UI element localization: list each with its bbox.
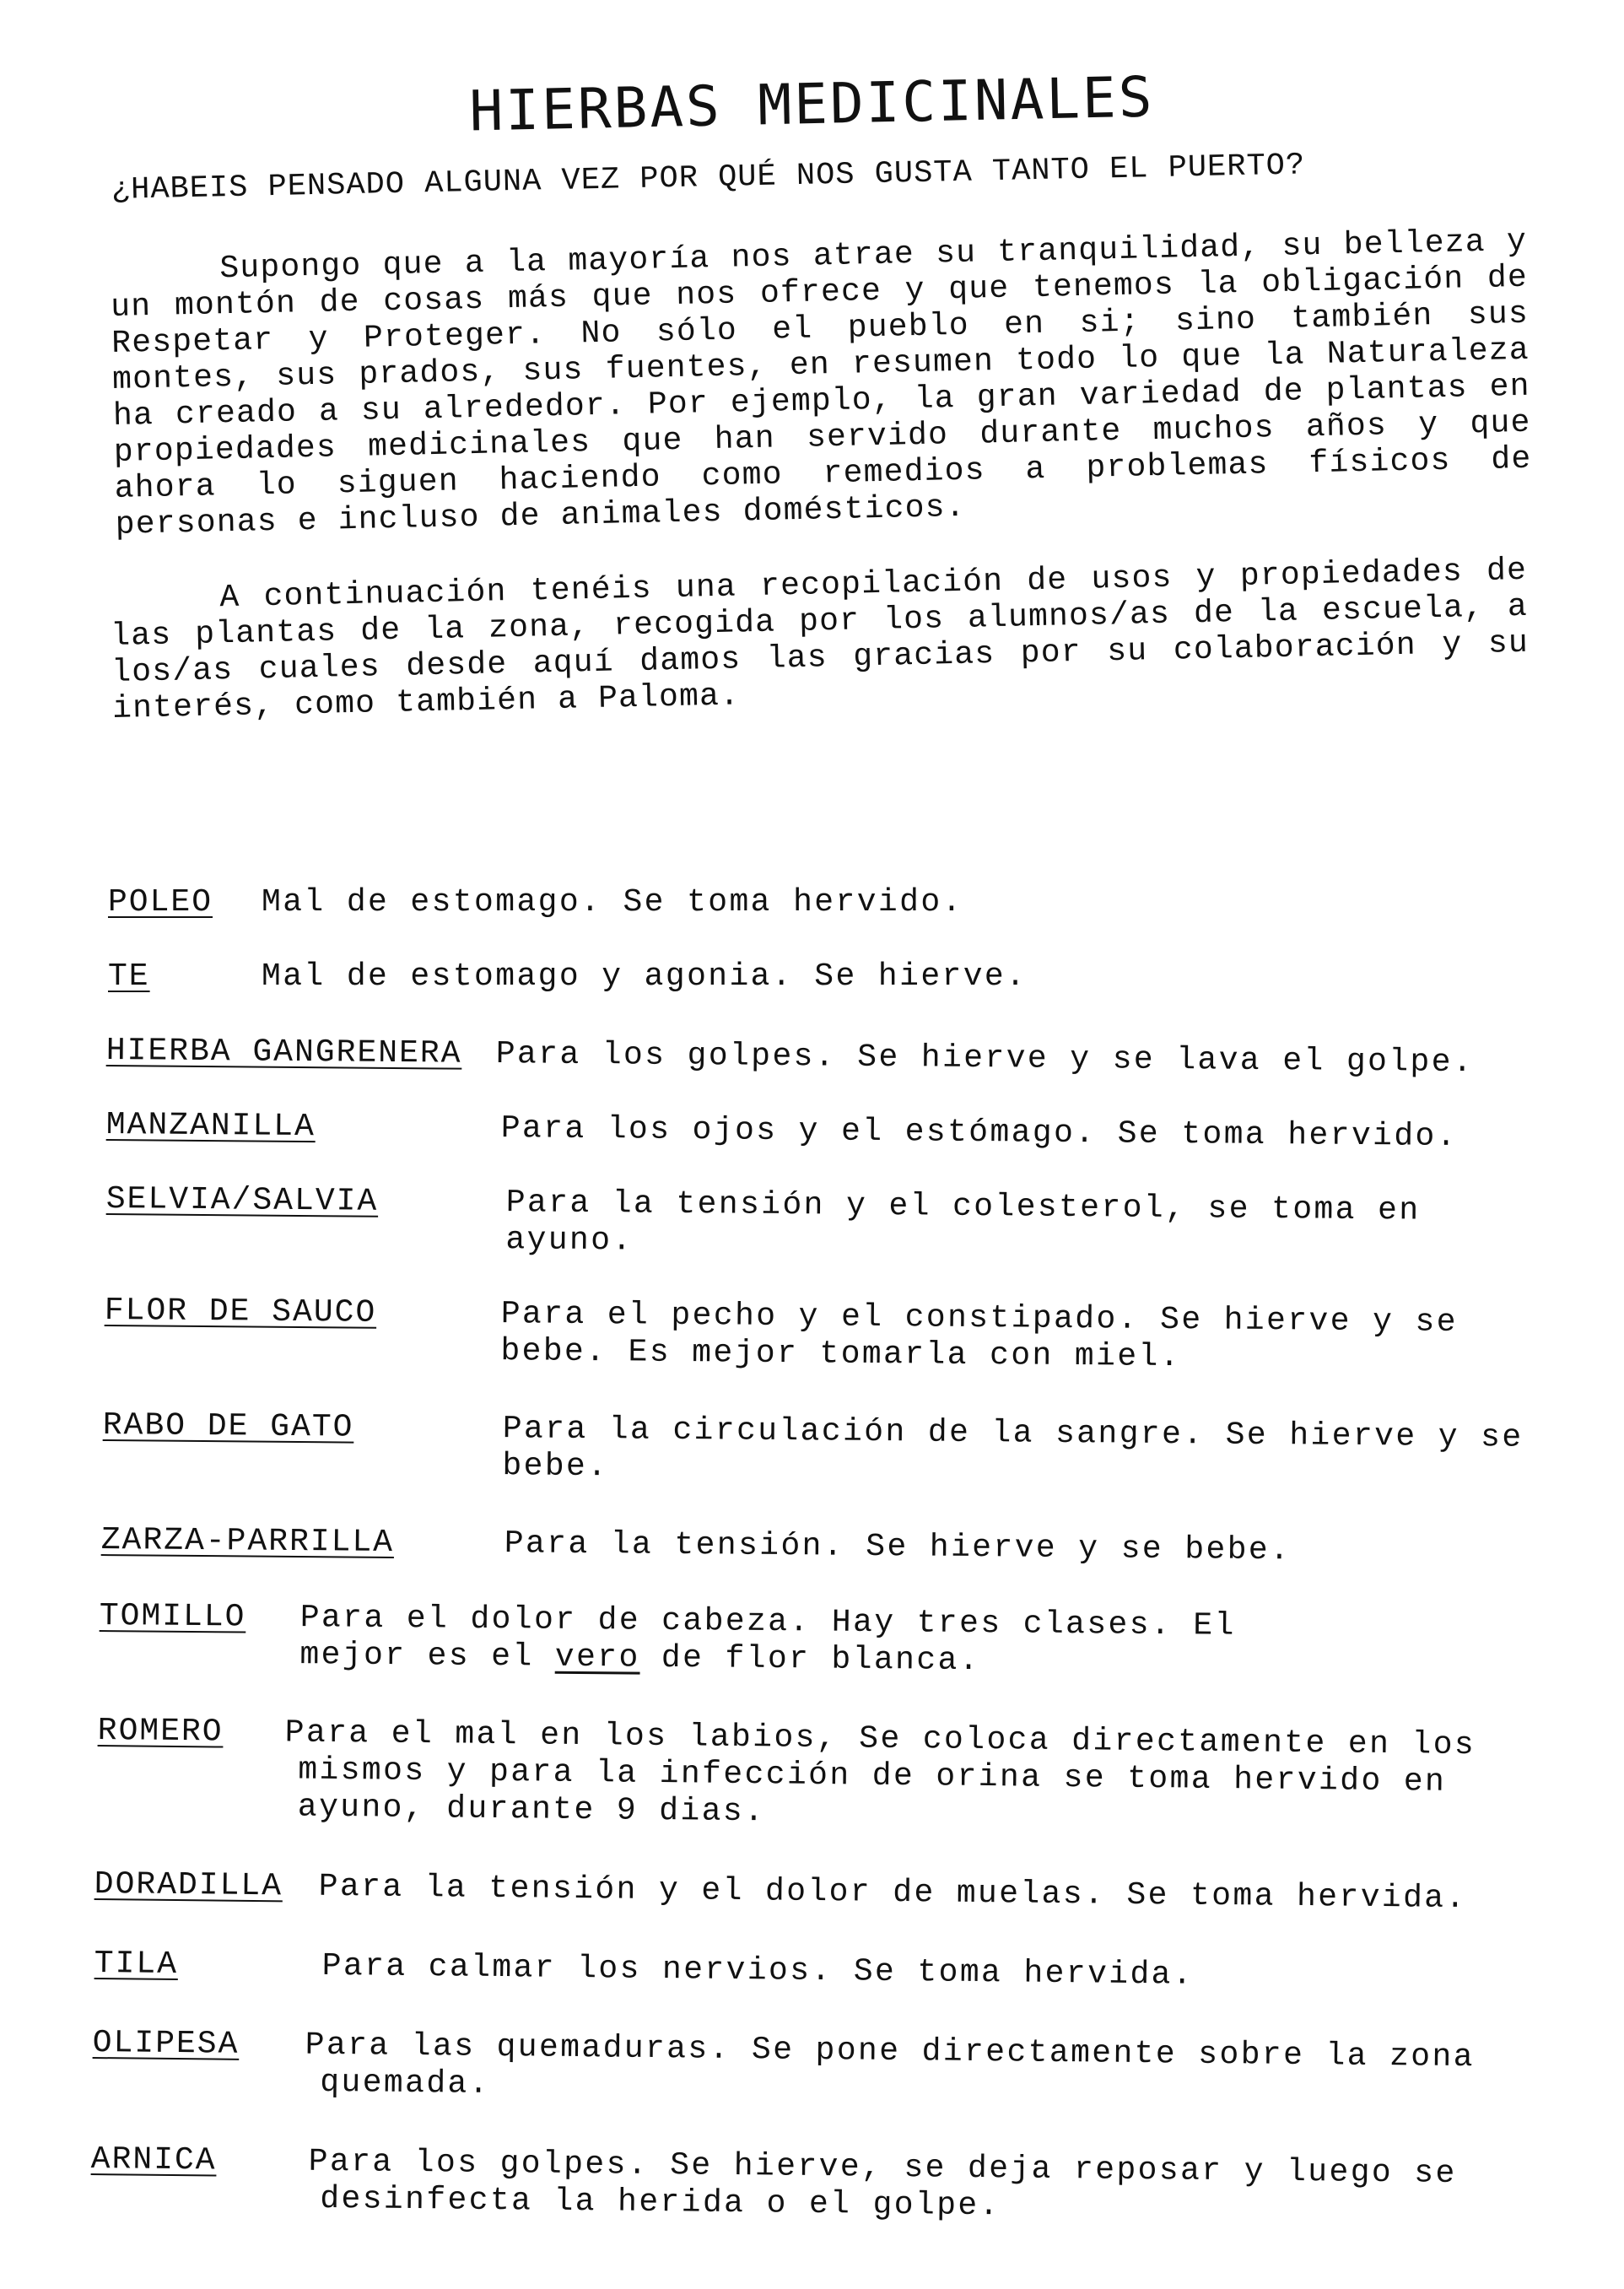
herb-entry-zarza-parrilla bbox=[100, 1522, 1552, 1569]
herb-entry-salvia bbox=[105, 1181, 1540, 1260]
herb-entry-olipesa bbox=[92, 2025, 1569, 2103]
herb-description: Para el mal en los labios, Se coloca directamente en los mismos y para la infección de orina se toma hervido en ayuno, durante 9 dias. bbox=[284, 1714, 1476, 1831]
herb-entry-tomillo bbox=[99, 1598, 1551, 1680]
herb-description: Para los ojos y el estómago. Se toma hervido. bbox=[500, 1110, 1459, 1155]
herb-description: Para la tensión. Se hierve y se bebe. bbox=[504, 1525, 1292, 1569]
herb-name: MANZANILLA bbox=[105, 1107, 316, 1146]
page-subtitle: ¿HABEIS PENSADO ALGUNA VEZ POR QUÉ NOS GUSTA TANTO EL PUERTO? bbox=[111, 148, 1306, 208]
acknowledgement-paragraph: A continuación tenéis una recopilación de usos y propiedades de las plantas de la zona, recogida por los alumnos/as de la escuela, a los/as cuales desde aquí damos las gracias por su colaboración y su interés, como también a Paloma. bbox=[110, 552, 1530, 727]
herb-name: POLEO bbox=[108, 884, 213, 920]
herb-entry-rabo-de-gato bbox=[102, 1407, 1554, 1486]
herb-name: ROMERO bbox=[97, 1713, 224, 1751]
herb-name: SELVIA/SALVIA bbox=[105, 1181, 379, 1220]
herb-description: Para la tensión y el colesterol, se toma en ayuno. bbox=[505, 1185, 1421, 1260]
herb-description: Mal de estomago. Se toma hervido. bbox=[262, 884, 963, 920]
herb-description: Para los golpes. Se hierve y se lava el golpe. bbox=[495, 1036, 1475, 1082]
herb-name: TOMILLO bbox=[99, 1598, 246, 1636]
herb-name: TILA bbox=[94, 1946, 179, 1984]
herb-description: Para el pecho y el constipado. Se hierve y se bebe. Es mejor tomarla con miel. bbox=[500, 1296, 1459, 1376]
herb-entry-tila bbox=[94, 1946, 1562, 1994]
herb-description: Para calmar los nervios. Se toma hervida. bbox=[321, 1947, 1195, 1994]
herb-entry-romero bbox=[97, 1713, 1566, 1831]
herb-description: Para la circulación de la sangre. Se hierve y se bebe. bbox=[502, 1411, 1524, 1486]
herb-name: DORADILLA bbox=[94, 1866, 283, 1905]
herb-description: Para la tensión y el dolor de muelas. Se toma hervida. bbox=[318, 1868, 1467, 1918]
herb-name: ZARZA-PARRILLA bbox=[100, 1522, 395, 1562]
herb-entry-doradilla bbox=[94, 1866, 1562, 1918]
page-title: HIERBAS MEDICINALES bbox=[468, 64, 1156, 144]
herb-name: RABO DE GATO bbox=[102, 1407, 354, 1446]
herb-name: HIERBA GANGRENERA bbox=[105, 1033, 462, 1072]
herb-entry-flor-de-sauco bbox=[104, 1293, 1556, 1376]
herb-description: Para los golpes. Se hierve, se deja reposar y luego se desinfecta la herida o el golpe. bbox=[308, 2143, 1457, 2225]
herb-description: Para las quemaduras. Se pone directamente sobre la zona quemada. bbox=[305, 2027, 1476, 2103]
herb-description: Mal de estomago y agonia. Se hierve. bbox=[262, 958, 1028, 995]
herb-name: OLIPESA bbox=[92, 2025, 240, 2063]
herb-name: FLOR DE SAUCO bbox=[104, 1293, 377, 1331]
herb-entry-hierba-gangrenera bbox=[105, 1033, 1557, 1082]
herb-description: Para el dolor de cabeza. Hay tres clases. El mejor es el vero de flor blanca. bbox=[299, 1600, 1236, 1680]
herb-entry-manzanilla bbox=[105, 1107, 1557, 1155]
herb-entry-arnica bbox=[90, 2141, 1567, 2225]
intro-paragraph: Supongo que a la mayoría nos atrae su tranquilidad, su belleza y un montón de cosas más que nos ofrece y que tenemos la obligación de Respetar y Proteger. No sólo el pueblo en si; sino también sus montes, sus prados, sus fuentes, en resumen todo lo que la Naturaleza ha creado a su alrededor. Por ejemplo, la gran variedad de plantas en propiedades medicinales que han servido durante muchos años y que ahora lo siguen haciendo como remedios a problemas físicos de personas e incluso de animales domésticos. bbox=[110, 223, 1532, 543]
herb-name: ARNICA bbox=[90, 2141, 217, 2179]
herb-name: TE bbox=[108, 958, 150, 995]
